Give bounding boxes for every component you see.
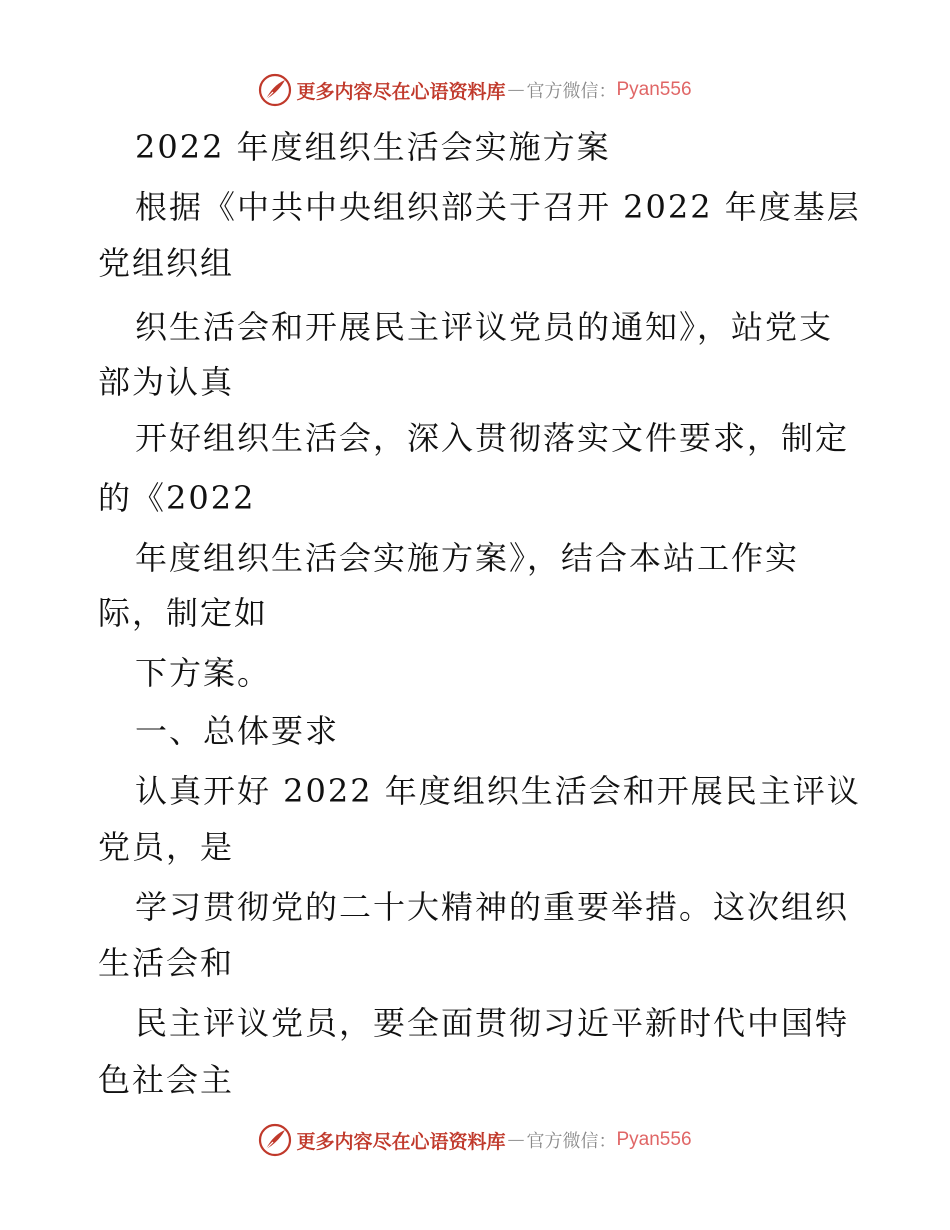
paragraph-line: 党组织组 [98,244,235,282]
paragraph-line: 部为认真 [98,363,235,401]
paragraph-line: 生活会和 [98,944,235,982]
watermark-brand-text: 更多内容尽在心语资料库 [296,80,506,103]
paragraph-line: 色社会主 [98,1061,235,1099]
section-heading: 一、总体要求 [135,712,340,750]
paragraph-line: 民主评议党员，要全面贯彻习近平新时代中国特 [135,1004,850,1042]
paragraph-line: 际，制定如 [98,594,269,632]
paragraph-line: 根据《中共中央组织部关于召开 2022 年度基层 [135,188,861,226]
paragraph-line: 开好组织生活会，深入贯彻落实文件要求，制定 [135,419,850,457]
document-title: 2022 年度组织生活会实施方案 [135,128,611,166]
feather-pen-logo-icon [258,73,292,107]
watermark-banner-bottom [0,1120,950,1160]
paragraph-line: 认真开好 2022 年度组织生活会和开展民主评议 [135,772,861,810]
watermark-wechat-id: Pyan556 [616,79,692,100]
paragraph-line: 下方案。 [135,654,272,692]
paragraph-line: 织生活会和开展民主评议党员的通知》，站党支 [135,308,834,346]
watermark-brand-text: 更多内容尽在心语资料库 [296,1130,506,1153]
watermark-wechat-label: 官方微信： [526,1131,617,1152]
paragraph-line: 年度组织生活会实施方案》，结合本站工作实 [135,539,800,577]
feather-pen-logo-icon [258,1123,292,1157]
watermark-wechat-id: Pyan556 [616,1129,692,1150]
paragraph-line: 的《2022 [98,479,256,517]
watermark-dash: — [507,80,525,100]
watermark-wechat-label: 官方微信： [526,81,617,102]
paragraph-line: 党员，是 [98,828,235,866]
watermark-dash: — [507,1130,525,1150]
watermark-banner-top [0,70,950,110]
paragraph-line: 学习贯彻党的二十大精神的重要举措。这次组织 [135,888,850,926]
